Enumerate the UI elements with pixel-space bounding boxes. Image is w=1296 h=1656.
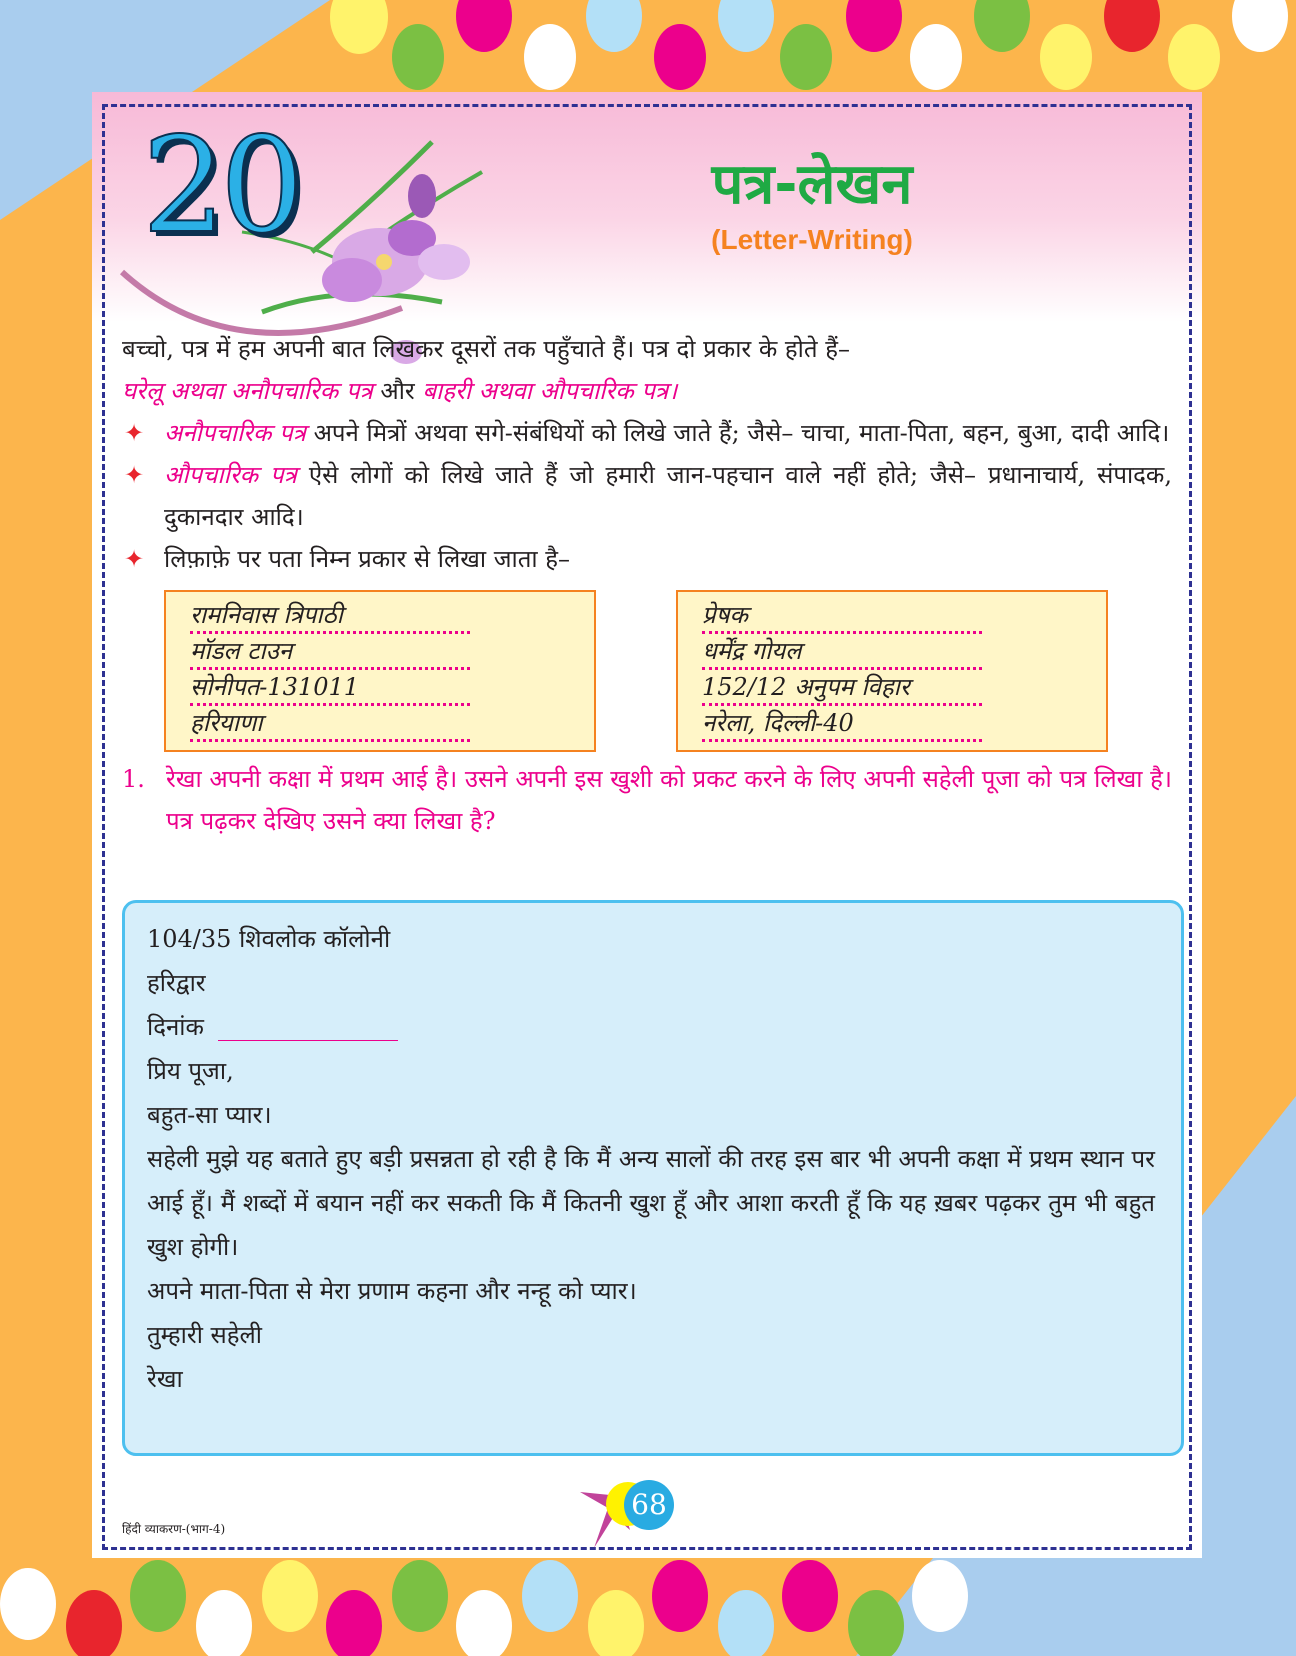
decor-dot [1040, 24, 1092, 90]
decor-dot [0, 1568, 56, 1640]
address-line: प्रेषक [702, 596, 982, 634]
bullet-text: लिफ़ाफ़े पर पता निम्न प्रकार से लिखा जाता है– [164, 545, 571, 573]
decor-dot [1104, 0, 1160, 52]
chapter-title: पत्र-लेखन [711, 152, 913, 217]
letter-date [147, 1005, 1155, 1049]
question-number: 1. [122, 765, 145, 793]
bullet-text: ऐसे लोगों को लिखे जाते हैं जो हमारी जान-पहचान वाले नहीं होते; जैसे– प्रधानाचार्य, संपादक, दुकानदार आदि। [164, 461, 1172, 531]
address-line: 152/12 अनुपम विहार [702, 668, 982, 706]
chapter-number: 20 [142, 109, 298, 263]
decor-dot [392, 1560, 448, 1632]
sender-address-box [676, 590, 1108, 752]
decor-dot [130, 1560, 186, 1632]
bullet-text: अपने मित्रों अथवा सगे-संबंधियों को लिखे जाते हैं; जैसे– चाचा, माता-पिता, बहन, बुआ, दादी आदि। [305, 419, 1170, 447]
decor-dot [848, 1590, 904, 1656]
letter-type-informal: घरेलू अथवा अनौपचारिक पत्र [122, 377, 373, 405]
bullet-highlight: अनौपचारिक पत्र [164, 419, 306, 447]
bullet-highlight: औपचारिक पत्र [164, 461, 297, 489]
decor-dot [718, 0, 774, 52]
address-line: नरेला, दिल्ली-40 [702, 704, 982, 742]
decor-dot [1168, 24, 1220, 90]
decor-dot [330, 0, 388, 54]
decor-dot [586, 0, 642, 52]
decor-dot [196, 1590, 252, 1656]
decor-dot [652, 1560, 708, 1632]
decor-dot [588, 1590, 644, 1656]
star-bullet-icon: ✦ [124, 545, 145, 573]
receiver-address-box [164, 590, 596, 752]
page-number-badge [580, 1478, 690, 1548]
letter-salutation: प्रिय पूजा, [147, 1057, 234, 1085]
decor-dot [910, 24, 962, 90]
date-label: दिनांक [147, 1013, 204, 1041]
decor-dot [66, 1590, 122, 1656]
date-blank [218, 1017, 398, 1041]
decor-dot [654, 24, 706, 90]
book-title: हिंदी व्याकरण-(भाग-4) [122, 1522, 226, 1536]
decor-dot [1232, 0, 1288, 52]
bullet-formal [122, 454, 1172, 538]
textbook-page [92, 92, 1202, 1558]
decor-dot [456, 1590, 512, 1656]
intro-line: बच्चो, पत्र में हम अपनी बात लिखकर दूसरों तक पहुँचाते हैं। पत्र दो प्रकार के होते हैं– [122, 335, 850, 363]
decor-dot [262, 1560, 318, 1632]
bullet-envelope [122, 538, 1172, 580]
page-number: 68 [624, 1480, 674, 1530]
star-bullet-icon: ✦ [124, 419, 145, 447]
decor-dot [326, 1590, 382, 1656]
address-line: मॉडल टाउन [190, 632, 470, 670]
letter-address-line1: 104/35 शिवलोक कॉलोनी [147, 925, 391, 953]
address-line: धर्मेंद्र गोयल [702, 632, 982, 670]
envelope-addresses [122, 590, 1172, 758]
decor-dot [456, 0, 512, 52]
intro-paragraph [122, 328, 1172, 412]
decor-dot [974, 0, 1030, 52]
decor-dot [524, 24, 576, 90]
decor-dot [718, 1590, 774, 1656]
lesson-content [122, 328, 1172, 842]
decor-dot [780, 24, 832, 90]
address-line: रामनिवास त्रिपाठी [190, 596, 470, 634]
bullet-informal [122, 412, 1172, 454]
address-line: सोनीपत-131011 [190, 668, 470, 706]
sample-letter [122, 900, 1184, 1456]
question-1 [122, 758, 1172, 842]
letter-address-line2: हरिद्वार [147, 969, 206, 997]
address-line: हरियाणा [190, 704, 470, 742]
decor-dot [912, 1560, 968, 1632]
letter-signature: रेखा [147, 1365, 183, 1393]
decor-dot [846, 0, 902, 52]
letter-type-formal: बाहरी अथवा औपचारिक पत्र। [422, 377, 678, 405]
question-text: रेखा अपनी कक्षा में प्रथम आई है। उसने अपनी इस खुशी को प्रकट करने के लिए अपनी सहेली पूजा को पत्र लिखा है। पत्र पढ़कर देखिए उसने क्या लिखा है? [166, 765, 1172, 835]
decor-dot [522, 1560, 578, 1632]
chapter-subtitle: (Letter-Writing) [711, 224, 913, 255]
letter-regards: अपने माता-पिता से मेरा प्रणाम कहना और नन्हू को प्यार। [147, 1277, 637, 1305]
star-bullet-icon: ✦ [124, 461, 145, 489]
decor-dot [782, 1560, 838, 1632]
intro-and: और [372, 377, 423, 405]
letter-closing: तुम्हारी सहेली [147, 1321, 263, 1349]
letter-greeting: बहुत-सा प्यार। [147, 1101, 272, 1129]
decor-dot [392, 24, 444, 90]
letter-body: सहेली मुझे यह बताते हुए बड़ी प्रसन्नता हो रही है कि मैं अन्य सालों की तरह इस बार भी अपनी कक्षा में प्रथम स्थान पर आई हूँ। मैं शब्दों में बयान नहीं कर सकती कि मैं कितनी खुश हूँ और आशा करती हूँ कि यह ख़बर पढ़कर तुम भी बहुत खुश होगी। [147, 1145, 1155, 1261]
